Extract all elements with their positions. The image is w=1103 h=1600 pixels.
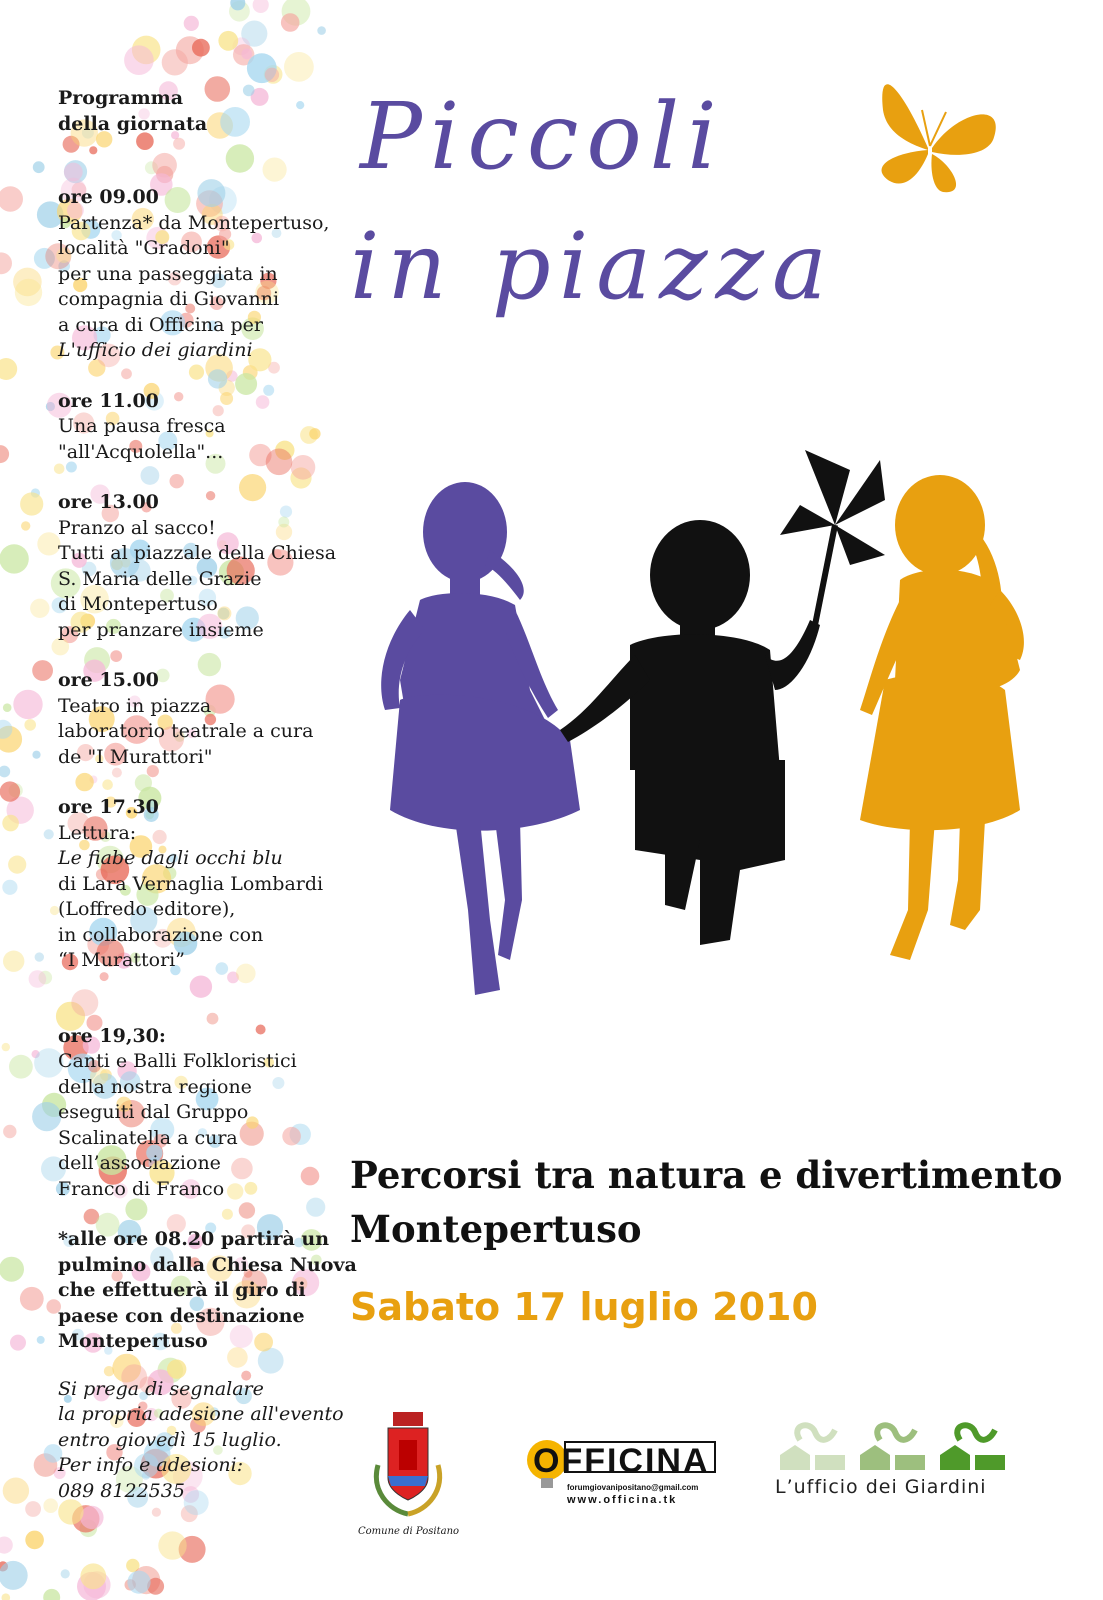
- confetti-dot: [43, 1498, 58, 1513]
- info-text: Si prega di segnalare: [58, 1377, 264, 1400]
- subtitle-line: Percorsi tra natura e divertimento: [350, 1153, 1063, 1197]
- confetti-dot: [0, 445, 9, 463]
- confetti-dot: [32, 751, 40, 759]
- program-text: "all'Acquolella"...: [58, 440, 224, 463]
- program-text: Una pausa fresca: [58, 415, 226, 437]
- program-text: de "I Murattori": [58, 745, 213, 768]
- program-item: [58, 668, 338, 770]
- program-text: Franco di Franco: [58, 1177, 225, 1200]
- giardini-label: L’ufficio dei Giardini: [775, 1476, 987, 1498]
- info-text: Per info e adesioni:: [58, 1454, 244, 1476]
- program-text: Canti e Balli Folkloristici: [58, 1050, 297, 1072]
- confetti-dot: [33, 161, 45, 173]
- boy-silhouette-black: [560, 450, 885, 945]
- program-item: [58, 1024, 338, 1203]
- program-text-italic: Le fiabe dagli occhi blu: [58, 847, 283, 869]
- program-text: a cura di Officina per: [58, 313, 263, 336]
- program-text: località "Gradoni": [58, 237, 230, 259]
- event-subtitle: [350, 1148, 1062, 1256]
- officina-url: www.officina.tk: [567, 1494, 678, 1506]
- program-heading-line: della giornata: [58, 112, 208, 135]
- confetti-dot: [13, 690, 42, 719]
- confetti-dot: [192, 39, 210, 57]
- officina-email: forumgiovanipositano@gmail.com: [567, 1483, 699, 1492]
- confetti-dot: [162, 49, 188, 75]
- confetti-dot: [124, 45, 154, 75]
- program-heading-line: Programma: [58, 87, 184, 109]
- contact-info: [58, 1377, 344, 1505]
- children-illustration: [380, 440, 1060, 1020]
- confetti-dot: [284, 52, 314, 82]
- shuttle-note: [58, 1227, 357, 1355]
- note-text: che effettuerà il giro di: [58, 1279, 306, 1301]
- program-column: [58, 86, 357, 1504]
- program-text: per una passeggiata in: [58, 262, 278, 285]
- confetti-dot: [2, 1593, 11, 1600]
- info-text: entro giovedì 15 luglio.: [58, 1428, 282, 1451]
- note-text: paese con destinazione: [58, 1304, 305, 1327]
- program-text-italic: L'ufficio dei giardini: [58, 339, 253, 361]
- confetti-dot: [30, 599, 49, 618]
- program-text: Teatro in piazza: [58, 694, 212, 717]
- event-date: Sabato 17 luglio 2010: [350, 1285, 818, 1329]
- confetti-dot: [37, 1336, 45, 1344]
- confetti-dot: [44, 829, 54, 839]
- confetti-dot: [61, 1569, 70, 1578]
- confetti-dot: [0, 1257, 24, 1282]
- program-text: laboratorio teatrale a cura: [58, 720, 314, 742]
- confetti-dot: [8, 856, 26, 874]
- program-time: ore 13.00: [58, 491, 159, 513]
- program-text: Lettura:: [58, 821, 137, 844]
- garden-houses-icon: [775, 1420, 1015, 1475]
- poster-title: [350, 70, 1050, 330]
- program-time: ore 19,30:: [58, 1024, 166, 1047]
- confetti-dot: [0, 358, 17, 380]
- confetti-dot: [10, 1335, 26, 1351]
- program-text: per pranzare insieme: [58, 618, 264, 641]
- title-line-1: Piccoli: [360, 83, 725, 190]
- location-name: Montepertuso: [350, 1207, 642, 1251]
- confetti-dot: [265, 68, 279, 82]
- confetti-dot: [25, 1531, 44, 1550]
- confetti-dot: [0, 252, 12, 274]
- program-time: ore 11.00: [58, 389, 159, 412]
- confetti-dot: [29, 970, 47, 988]
- girl-silhouette-orange: [860, 475, 1024, 960]
- coat-of-arms-icon: [363, 1410, 453, 1520]
- confetti-dot: [158, 1531, 186, 1559]
- program-text: S. Maria delle Grazie: [58, 567, 262, 590]
- confetti-dot: [2, 815, 19, 832]
- confetti-dot: [3, 1125, 16, 1138]
- confetti-dot: [15, 279, 42, 306]
- program-item: [58, 490, 338, 643]
- confetti-dot: [80, 1506, 103, 1529]
- program-text: in collaborazione con: [58, 923, 264, 946]
- confetti-dot: [20, 1287, 44, 1311]
- program-item: [58, 795, 338, 974]
- note-text: *alle ore 08.20 partirà un: [58, 1228, 330, 1250]
- confetti-dot: [218, 31, 238, 51]
- confetti-dot: [0, 766, 10, 778]
- confetti-dot: [0, 781, 20, 801]
- info-text: la propria adesione all'evento: [58, 1403, 344, 1425]
- title-line-2: in piazza: [350, 213, 835, 320]
- note-text: Montepertuso: [58, 1330, 208, 1352]
- confetti-dot: [3, 1478, 29, 1504]
- confetti-dot: [127, 1571, 150, 1594]
- girl-silhouette-purple: [381, 482, 580, 995]
- program-time: ore 17.30: [58, 796, 159, 818]
- program-text: dell’associazione: [58, 1152, 221, 1174]
- program-text: (Loffredo editore),: [58, 898, 236, 920]
- program-text: di Lara Vernaglia Lombardi: [58, 872, 324, 895]
- officina-name: OFFICINA: [533, 1442, 710, 1480]
- program-time: ore 15.00: [58, 669, 159, 691]
- confetti-dot: [2, 880, 17, 895]
- program-text: compagnia di Giovanni: [58, 288, 280, 310]
- confetti-dot: [0, 544, 29, 573]
- program-text: della nostra regione: [58, 1075, 252, 1098]
- confetti-dot: [20, 492, 43, 515]
- confetti-dot: [3, 703, 12, 712]
- confetti-dot: [253, 0, 269, 13]
- confetti-dot: [3, 951, 24, 972]
- note-text: pulmino dalla Chiesa Nuova: [58, 1253, 357, 1276]
- program-text: eseguiti dal Gruppo: [58, 1101, 249, 1123]
- program-time: ore 09.00: [58, 186, 159, 208]
- program-text: Pranzo al sacco!: [58, 516, 216, 539]
- confetti-dot: [317, 26, 326, 35]
- program-item: [58, 389, 338, 466]
- giardini-logo: [775, 1420, 1025, 1520]
- confetti-dot: [35, 952, 44, 961]
- confetti-dot: [80, 1563, 106, 1589]
- program-item: [58, 185, 338, 364]
- confetti-dot: [0, 1561, 28, 1590]
- program-text: di Montepertuso: [58, 593, 218, 615]
- butterfly-icon: [882, 84, 996, 192]
- phone-number: 089 8122535: [58, 1479, 185, 1502]
- comune-logo: [358, 1410, 458, 1537]
- confetti-dot: [32, 660, 53, 681]
- confetti-dot: [152, 1508, 161, 1517]
- confetti-dot: [21, 521, 30, 530]
- confetti-dot: [24, 719, 36, 731]
- confetti-dot: [32, 1102, 61, 1131]
- program-text: Scalinatella a cura: [58, 1126, 238, 1149]
- comune-caption: Comune di Positano: [358, 1526, 460, 1537]
- confetti-dot: [184, 16, 199, 31]
- confetti-dot: [25, 1501, 41, 1517]
- program-heading: [58, 86, 338, 137]
- program-text: Tutti al piazzale della Chiesa: [58, 542, 337, 564]
- confetti-dot: [43, 1589, 60, 1600]
- confetti-dot: [241, 49, 252, 60]
- confetti-dot: [0, 186, 23, 211]
- confetti-dot: [281, 13, 300, 32]
- confetti-dot: [0, 1537, 13, 1554]
- program-text: Partenza* da Montepertuso,: [58, 211, 330, 234]
- confetti-dot: [9, 1055, 33, 1079]
- officina-logo: [525, 1430, 725, 1515]
- program-text: “I Murattori”: [58, 949, 185, 971]
- confetti-dot: [2, 1043, 10, 1051]
